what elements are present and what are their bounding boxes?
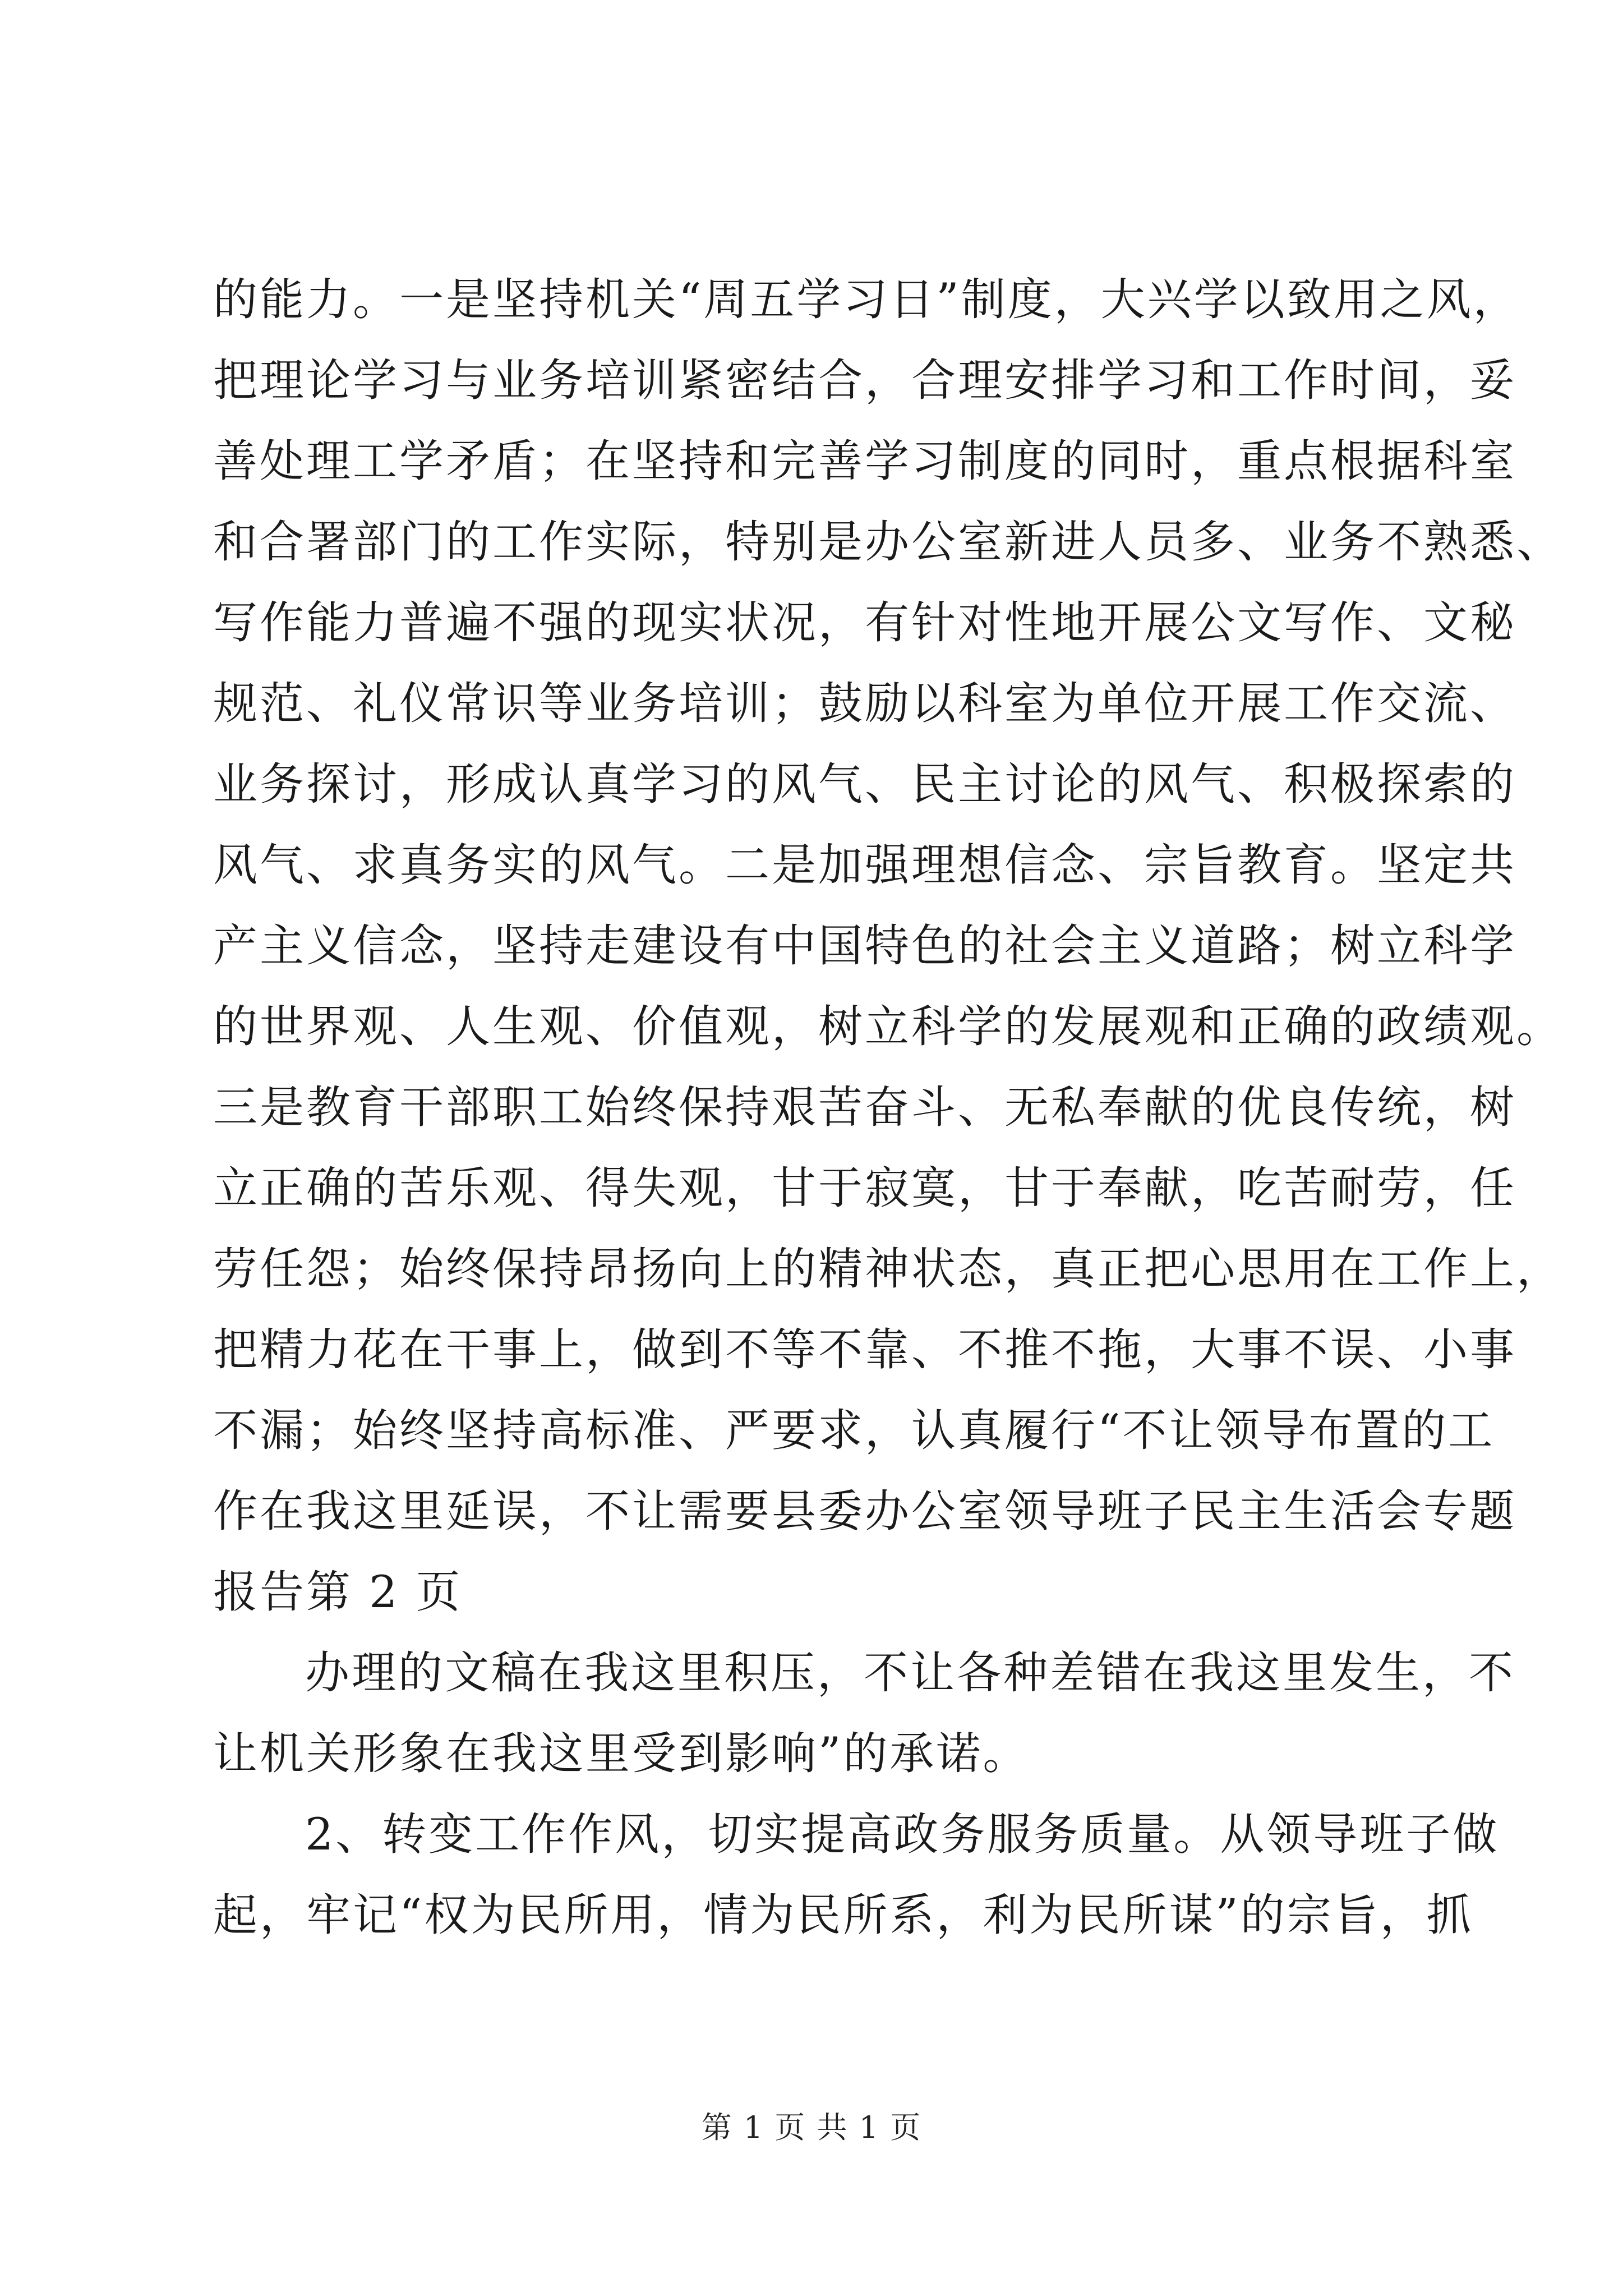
paragraph-first-line: 办理的文稿在我这里积压，不让各种差错在我这里发生，不 <box>305 1647 1515 1699</box>
text-line: 把精力花在干事上，做到不等不靠、不推不拖，大事不误、小事 <box>213 1324 1516 1375</box>
text-line: 报告第 2 页 <box>213 1566 463 1618</box>
text-line: 风气、求真务实的风气。二是加强理想信念、宗旨教育。坚定共 <box>213 839 1516 891</box>
text-line: 和合署部门的工作实际，特别是办公室新进人员多、业务不熟悉、 <box>213 516 1563 568</box>
text-line: 劳任怨；始终保持昂扬向上的精神状态，真正把心思用在工作上， <box>213 1243 1563 1295</box>
text-line: 产主义信念，坚持走建设有中国特色的社会主义道路；树立科学 <box>213 920 1516 972</box>
text-line: 作在我这里延误，不让需要县委办公室领导班子民主生活会专题 <box>213 1485 1516 1537</box>
text-line: 起，牢记“权为民所用，情为民所系，利为民所谋”的宗旨，抓 <box>213 1889 1473 1941</box>
text-line: 三是教育干部职工始终保持艰苦奋斗、无私奉献的优良传统，树 <box>213 1082 1516 1133</box>
document-body <box>213 259 1563 1955</box>
text-line: 规范、礼仪常识等业务培训；鼓励以科室为单位开展工作交流、 <box>213 678 1516 729</box>
text-line: 让机关形象在我这里受到影响”的承诺。 <box>213 1728 1030 1779</box>
text-line: 立正确的苦乐观、得失观，甘于寂寞，甘于奉献，吃苦耐劳，任 <box>213 1162 1516 1214</box>
text-line: 善处理工学矛盾；在坚持和完善学习制度的同时，重点根据科室 <box>213 435 1516 487</box>
text-line: 写作能力普遍不强的现实状况，有针对性地开展公文写作、文秘 <box>213 597 1516 648</box>
text-line: 不漏；始终坚持高标准、严要求，认真履行“不让领导布置的工 <box>213 1405 1495 1456</box>
text-line: 把理论学习与业务培训紧密结合，合理安排学习和工作时间，妥 <box>213 355 1516 406</box>
paragraph-first-line: 2、转变工作作风，切实提高政务服务质量。从领导班子做 <box>305 1809 1500 1860</box>
page-footer: 第 1 页 共 1 页 <box>701 2110 922 2145</box>
text-line: 的世界观、人生观、价值观，树立科学的发展观和正确的政绩观。 <box>213 1001 1563 1052</box>
text-line: 业务探讨，形成认真学习的风气、民主讨论的风气、积极探索的 <box>213 758 1516 810</box>
text-line: 的能力。一是坚持机关“周五学习日”制度，大兴学以致用之风， <box>213 274 1520 325</box>
